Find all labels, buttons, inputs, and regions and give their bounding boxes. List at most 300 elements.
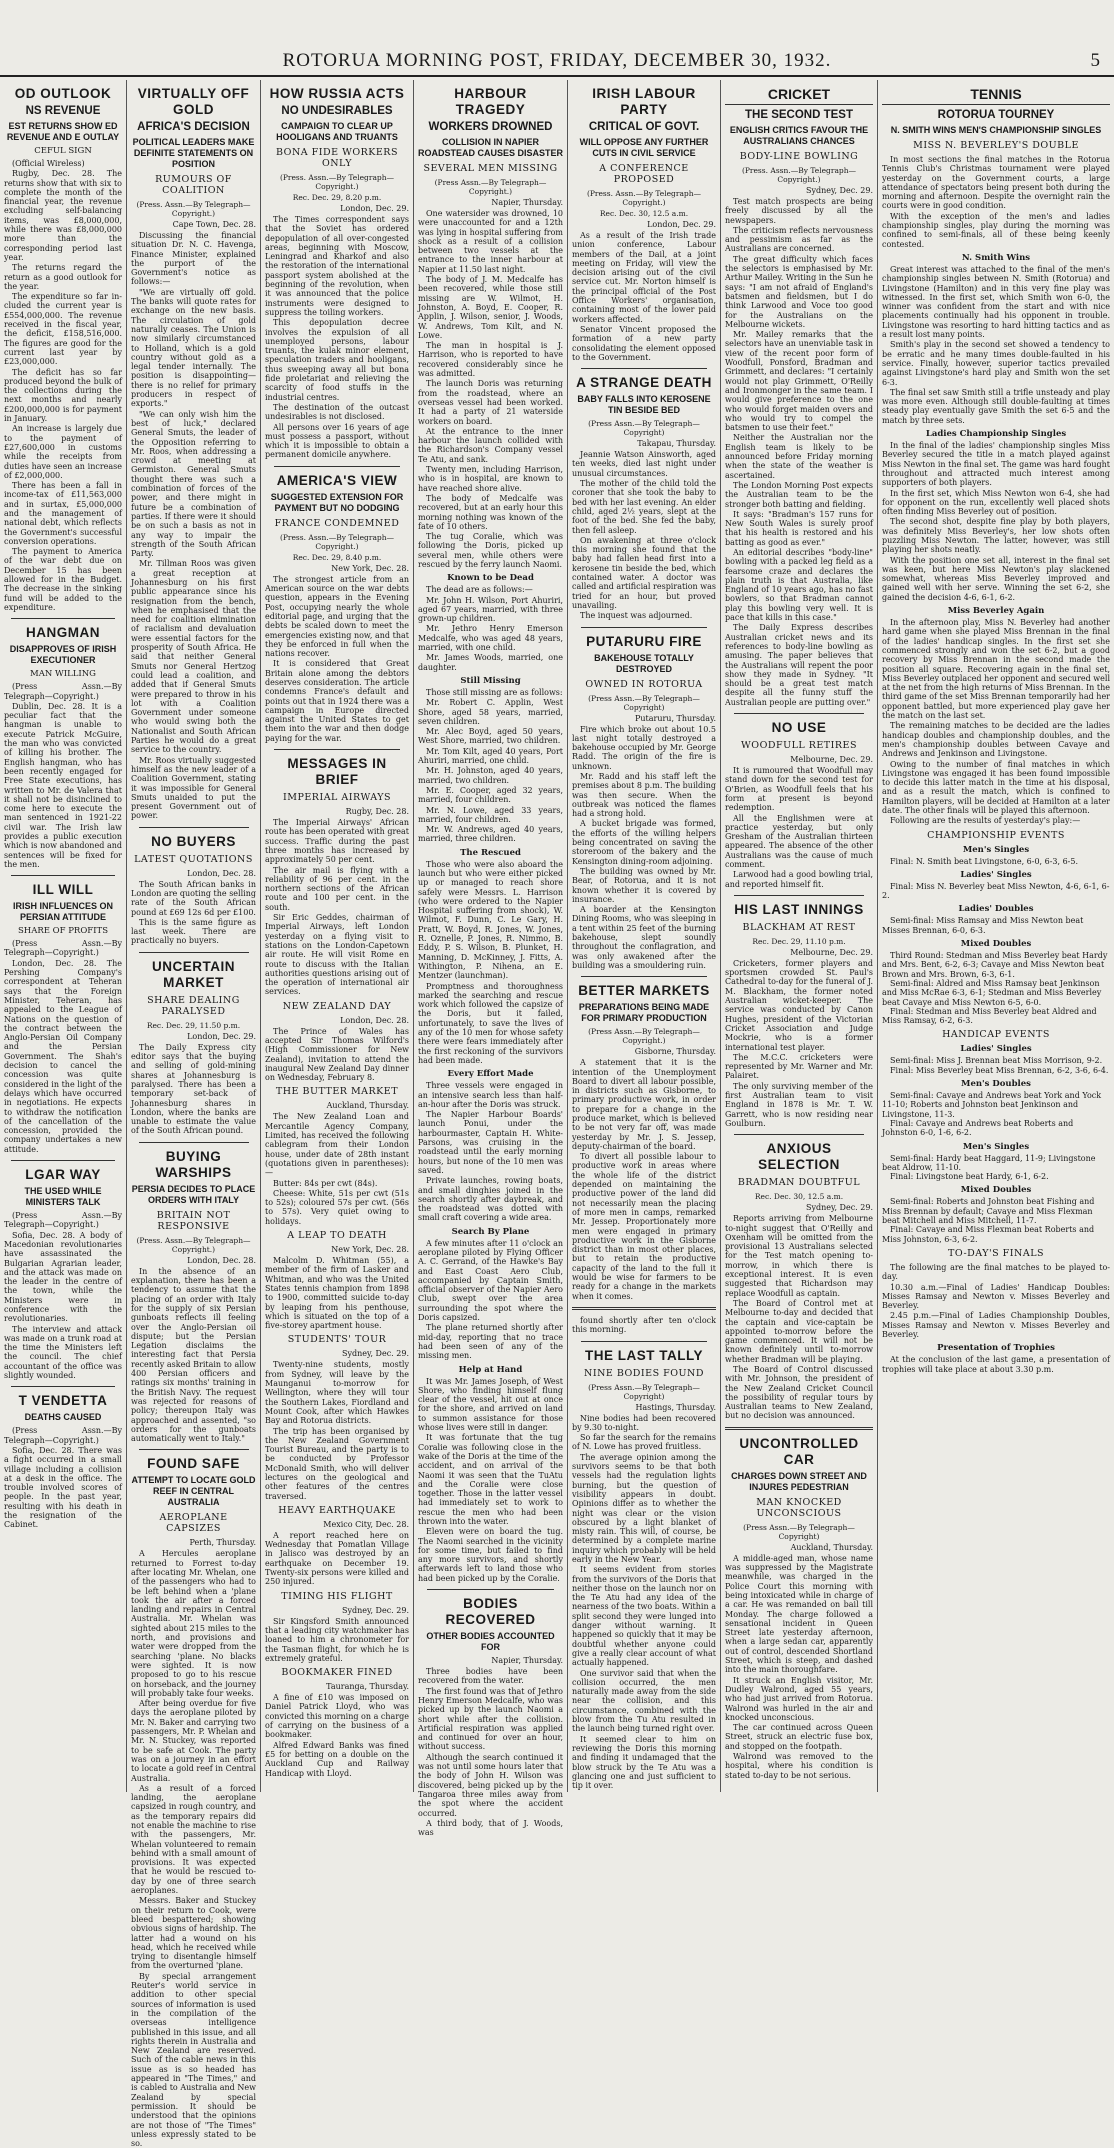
headline: PUTARURU FIRE — [586, 633, 702, 649]
headline: A STRANGE DEATH — [576, 375, 712, 391]
paragraph: The average opinion among the survivors seems to be that both vessels had the regulation lights burning, but the question of visibility appears in doubt. Opinions differ as to whether the night was clear or the vision obscured by a light blanket of misty rain. This will, of course, be determined by a complete marine inquiry which probably will be held early in the New Year. — [572, 1452, 716, 1564]
paragraph: (Press Assn.—By Telegraph—Copyright.) — [4, 682, 122, 701]
paragraph: Cheese: White, 51s per cwt (51s to 52s); coloured 57s per cwt. (56s to 57s). Very quiet owing to holidays. — [265, 1188, 409, 1226]
paragraph: The second shot, despite fine play by both players, was definitely Miss Beverley's, her low shots often puzzling Miss Newton. The latter, however, was still playing her shots neatly. — [882, 517, 1110, 555]
place-date: Auckland, Thursday. — [790, 1542, 873, 1552]
section-label: BODY-LINE BOWLING — [739, 151, 859, 162]
paragraph: As a result of the Irish trade union conference, Labour members of the Dail, at a joint meeting on Friday, will view the decision arising out of the civil service cut. Mr. Norton himself is the principal official of the Post Office Workers' organisation, containing most of the lower paid workers affected. — [572, 231, 716, 324]
divider — [427, 1589, 555, 1590]
paragraph: The Napier Harbour Boards' launch Ponui, under the harbourmaster, Captain H. White-Parsons, was cruising in the roadstead until the early morning hours, but none of the 10 men was saved. — [418, 1110, 563, 1175]
paragraph: The deficit has so far produced beyond the bulk of the collections during the next months and nearly £200,000,000 is for payment in January. — [4, 367, 122, 424]
headline: T VENDETTA — [18, 1393, 108, 1409]
article-body — [265, 1531, 409, 1587]
paragraph: The plane returned shortly after mid-day, reporting that no trace had been seen of any of the missing men. — [418, 1323, 563, 1361]
dateline: (Press. Assn.—By Telegraph—Copyright.) — [279, 532, 395, 551]
place-date: Auckland, Thursday. — [326, 1101, 409, 1111]
article-body — [572, 1316, 716, 1335]
section-label: IMPERIAL AIRWAYS — [282, 792, 391, 804]
paragraph: In the afternoon play, Miss N. Beverley had another hard game when she played Miss Brennan in the final of the ladies' handicap singles. In the first set she commenced strongly and won the set 6-2, but a good recovery by Miss Brennan in the second made the position all square. Recovering again in the final set, Miss Beverley outplaced her opponent and secured well at the net from the high returns of Miss Brennan. In the third game of the set Miss Brennan temporarily had her opponent battled, but more experienced play gave her the match on the last set. — [882, 618, 1110, 721]
paragraph: Jeannie Watson Ainsworth, aged ten weeks, died last night under unusual circumstances. — [572, 450, 716, 478]
place-date: London, Dec. 28. — [187, 1255, 256, 1265]
paragraph: The final set saw Smith still a trifle unsteady and play was more even. Although still double-faulting at times steady play eventually gave Smith the set 6-5 and the match by three sets. — [882, 387, 1110, 425]
paragraph: An editorial describes "body-line" bowling with a packed leg field as a fearsome craze and declares the plain truth is that Australia, like England of 10 years ago, has no fast bowlers, so that Bradman cannot play this bowling very well. It is pace that kills in this case." — [725, 547, 873, 623]
divider — [11, 1160, 115, 1161]
paragraph: In most sections the final matches in the Rotorua Tennis Club's Christmas tournament were played yesterday on the Government courts, a large attendance of spectators being present both during the morning and afternoon. Despite the overnight rain the courts were in good condition. — [882, 155, 1110, 211]
dateline: (Press Assn.—By Telegraph—Copyright.) — [588, 1027, 700, 1046]
paragraph: Test match prospects are being freely discussed by all the newspapers. — [725, 197, 873, 225]
section-label: HEAVY EARTHQUAKE — [278, 1504, 396, 1516]
result-line: Semi-final: Hardy beat Haggard, 11-9; Livingstone beat Aldrow, 11-10. — [882, 1153, 1096, 1172]
article-body — [882, 618, 1110, 826]
result-line: Final: N. Smith beat Livingstone, 6-0, 6-3, 6-5. — [890, 856, 1079, 866]
dateline: Rec. Dec. 30, 12.5 a.m. — [599, 209, 689, 218]
subsection-heading: Presentation of Trophies — [937, 1343, 1055, 1354]
result-line: Final: Livingstone beat Hardy, 6-1, 6-2. — [890, 1172, 1049, 1182]
section-label: STUDENTS' TOUR — [287, 1334, 387, 1346]
paragraph: (Press Assn.—By Telegraph—Copyright.) — [4, 939, 122, 958]
event-heading: Mixed Doubles — [960, 939, 1032, 950]
paragraph: With the position one set all, interest in the final set was keen, but here Miss Newton's play slackened somewhat, whereas Miss Beverley improved and gained well with her serve. Winning the set 6-2, she gained the decision 4-6, 6-1, 6-2. — [882, 555, 1110, 602]
result-line: Semi-final: Cavaye and Andrews beat York and Yock 11-10; Roberts and Johnston beat Jenkinson and Livingstone, 11-3. — [882, 1091, 1102, 1119]
paragraph: Walrond was removed to the hospital, where his condition is stated to-day to be not serious. — [725, 1752, 873, 1780]
paragraph: A report reached here on Wednesday that Pomatlan Village in Jalisco was destroyed by an earthquake on December 19. Twenty-six persons were killed and 250 injured. — [265, 1530, 409, 1587]
paragraph: Mr. Jethro Henry Emerson Medcalfe, who was aged 48 years, married, with one child. — [418, 624, 563, 653]
place-date: London, Dec. 29. — [340, 204, 409, 213]
paragraph: In the first set, which Miss Newton won 6-4, she had for opponent on the run, excellently well placed shots often finding Miss Beverley out of position. — [882, 488, 1110, 517]
deck: BABY FALLS INTO KEROSENE TIN BESIDE BED — [577, 394, 711, 416]
article-body — [572, 1414, 716, 1791]
paragraph: A few minutes after 11 o'clock an aeroplane piloted by Flying Officer A. C. Gerrand, of the Hawke's Bay and East Coast Aero Club, accompanied by Captain Smith, official observer of the Napier Aero Club, swept over the area surrounding the spot where the Doris capsized. — [418, 1238, 563, 1323]
dateline: (Press. Assn.—By Telegraph—Copyright.) — [279, 173, 395, 191]
paragraph: Sir Kingsford Smith announced that a leading city watchmaker has loaned to him a chronometer for the Tasman flight, for which he is extremely grateful. — [265, 1616, 409, 1663]
article-body — [882, 1263, 1110, 1339]
subsection-heading: The Rescued — [460, 847, 521, 858]
results-list — [882, 845, 1110, 1026]
paragraph: Mr. W. Andrews, aged 40 years, married, three children. — [418, 825, 563, 844]
headline: BUYING WARSHIPS — [155, 1148, 232, 1180]
result-line: Third Round: Stedman and Miss Beverley beat Hardy and Mrs. Bent, 6-2, 6-3; Cavaye and Miss Newton beat Brown and Mrs. Brown, 6-3, 6-1. — [882, 951, 1108, 979]
paragraph: It seemed clear to him on reviewing the Doris this morning and finding it undamaged that the blow struck by the Te Atu was a glancing one and just sufficient to tip it over. — [572, 1734, 716, 1791]
divider — [139, 827, 249, 828]
divider — [139, 1142, 249, 1143]
divider — [11, 1386, 115, 1387]
deck: SHARE OF PROFITS — [17, 926, 109, 937]
headline: BODIES RECOVERED — [445, 1596, 536, 1628]
article-body — [572, 1058, 716, 1301]
section-label: TO-DAY'S FINALS — [947, 1247, 1045, 1259]
section-title: CRICKET — [725, 86, 873, 105]
column-1 — [0, 80, 126, 1792]
headline: NO BUYERS — [151, 833, 236, 849]
paragraph: The M.C.C. cricketers were represented by Mr. Warner and Mr. Palairet. — [725, 1052, 873, 1081]
section-label: TIMING HIS FLIGHT — [281, 1590, 393, 1602]
paragraph: found shortly after ten o'clock this morning. — [572, 1315, 716, 1335]
paragraph: Mr. Alec Boyd, aged 50 years, West Shore, married, two children. — [418, 727, 563, 746]
divider — [139, 952, 249, 953]
dateline: (Press. Assn.—By Telegraph—Copyright.) — [741, 166, 857, 184]
place-date: Rugby, Dec. 28. — [345, 807, 409, 817]
headline: BETTER MARKETS — [578, 983, 710, 999]
paragraph: The tug Coralie, which was following the Doris, picked up several men, while others were rescued by the ferry launch Naomi. — [418, 532, 563, 569]
dateline: (Press Assn.—By Telegraph—Copyright) — [588, 419, 700, 438]
paragraph: At the conclusion of the last game, a presentation of trophies will take place at about 3.30 p.m. — [882, 1355, 1110, 1374]
headline: FOUND SAFE — [147, 1456, 240, 1472]
article-body — [265, 1256, 409, 1330]
dateline: (Press. Assn.—By Telegraph—Copyright.) — [586, 189, 702, 207]
headline: LGAR WAY — [25, 1167, 101, 1183]
place-date: London, Dec. 28. — [187, 868, 256, 878]
section-label: NEW ZEALAND DAY — [282, 1000, 392, 1012]
divider — [734, 1134, 864, 1135]
headline: NO USE — [771, 720, 827, 736]
news-columns — [0, 80, 1114, 2148]
paragraph: Nine bodies had been recovered by 9.30 to-night. — [572, 1413, 716, 1432]
column-4 — [414, 80, 567, 1838]
masthead-title: ROTORUA MORNING POST, FRIDAY, DECEMBER 30, 1932. — [282, 50, 832, 71]
paragraph: The body of Medcalfe was recovered, but at an early hour this morning nothing was known of the fate of 10 others. — [418, 493, 563, 531]
section-label: SHARE DEALING PARALYSED — [147, 994, 240, 1017]
section-label: CHAMPIONSHIP EVENTS — [927, 829, 1065, 841]
deck: CHARGES DOWN STREET AND INJURES PEDESTRIAN — [731, 1470, 867, 1492]
paragraph: With the exception of the men's and ladies championship singles, play during the morning was confined to semi-finals, all of these being keenly contested. — [882, 211, 1110, 249]
paragraph: The London Morning Post expects the Australian team to be the stronger both batting and fielding. — [725, 480, 873, 509]
section-label: BRITAIN NOT RESPONSIVE — [156, 1209, 231, 1232]
place-date: Sydney, Dec. 29. — [806, 186, 873, 195]
paragraph: A statement that it is the intention of the Unemployment Board to divert all labour possible, in districts such as Gisborne, to primary productive work, in order to prepare for a change in the produce market, which is believed to be not very far off, was made yesterday by Mr. J. S. Jessep, deputy-chairman of the board. — [572, 1058, 716, 1151]
paragraph: On awakening at three o'clock this morning she found that the baby had fallen head first into a kerosene tin beside the bed, which contained water. A doctor was called and artificial respiration was tried for an hour, but proved unavailing. — [572, 535, 716, 610]
subheadline: ROTORUA TOURNEY — [937, 109, 1055, 121]
divider — [274, 749, 401, 750]
paragraph: As a result of a forced landing, the aeroplane capsized in rough country, and as the temporary repairs did not enable the machine to rise with the passengers, Mr. Whelan volunteered to remain behind with a small amount of provisions. It was expected that he would be rescued to-day by one of three search aeroplanes. — [131, 1783, 256, 1896]
article-body — [725, 766, 873, 889]
subsection-heading: Still Missing — [460, 675, 521, 686]
paragraph: The dead are as follows:— — [426, 585, 533, 595]
section-label: RUMOURS OF COALITION — [155, 174, 232, 196]
article-body — [265, 575, 409, 743]
paragraph: The Board of Control discussed with Mr. Johnson, the president of the New Zealand Cricket Council the possibility of regular tours by Australian teams to New Zealand, but no decision was announced. — [725, 1364, 873, 1421]
paragraph: The great difficulty which faces the selectors is emphasised by Mr. Arthur Mailey. Writing in the Sun he says: "I am not afraid of England's batsmen and fieldsmen, but I do think Larwood and Voce too good for the Australians on the Melbourne wickets. — [725, 254, 873, 329]
place-date: Napier, Thursday. — [491, 1656, 563, 1666]
paragraph: The inquest was adjourned. — [580, 611, 693, 621]
column-3 — [261, 80, 413, 1792]
headline: OD OUTLOOK — [14, 86, 112, 101]
article-body — [882, 1355, 1110, 1374]
paragraph: Sir Eric Geddes, chairman of Imperial Airways, left London yesterday on a flying visit to stations on the London-Capetown air route. He will visit Rome en route to discuss with the Italian authorities questions arising out of the operation of international air services. — [265, 913, 409, 997]
paragraph: In the final of the ladies' championship singles Miss Beverley secured the title in a match played against Miss Newton in the final set. The game was hard fought throughout and attracted much interest among supporters of both players. — [882, 441, 1110, 488]
paragraph: Mr. Robert C. Applin, West Shore, aged 58 years, married, seven children. — [418, 698, 563, 726]
article-body — [725, 197, 873, 707]
paragraph: It seems evident from stories from the survivors of the Doris that neither those on the launch nor on the Te Atu had any idea of the nearness of the two boats. Within a split second they were lunged into danger without warning. It happened so quickly that it may be doubtful whether anyone could give a really clear account of what actually happened. — [572, 1565, 716, 1668]
paragraph: So far the search for the remains of N. Lowe has proved fruitless. — [572, 1433, 716, 1452]
paragraph: The man in hospital is J. Harrison, who is reported to have recovered considerably since he was admitted. — [418, 341, 563, 379]
article-body — [418, 688, 563, 844]
article-body — [572, 231, 716, 362]
section-label: THE BUTTER MARKET — [275, 1086, 399, 1098]
article-body — [418, 1377, 563, 1584]
divider — [581, 976, 708, 977]
dateline: (Press Assn.—By Telegraph—Copyright) — [588, 693, 700, 712]
place-date: Tauranga, Thursday. — [326, 1682, 409, 1692]
article-body — [265, 818, 409, 997]
deck: WILL OPPOSE ANY FURTHER CUTS IN CIVIL SERVICE — [579, 137, 709, 158]
headline: VIRTUALLY OFF GOLD — [137, 86, 250, 117]
place-date: Takapau, Thursday. — [637, 439, 716, 449]
paragraph: "We can only wish him the best of luck," declared General Smuts, the leader of the Opposition referring to Mr. Roos, when addressing a crowd at meeting at Germiston. General Smuts thought there was such a combination of forces of the power, and there might in future be a combination of parties. If there were it should be on such a basis as not in any way to impair the strength of the South African Party. — [131, 409, 256, 559]
paragraph: Mr. E. Cooper, aged 32 years, married, four children. — [418, 785, 563, 805]
paragraph: The New Zealand Loan and Mercantile Agency Company, Limited, has received the following cablegram from their London house, under date of 28th instant (quotations given in parentheses):— — [265, 1112, 409, 1178]
paragraph: Three bodies have been recovered from the water. — [418, 1667, 563, 1686]
paragraph: Rugby, Dec. 28. The returns show that with six to complete the month of the financial year, the revenue excluding self-balancing items, was £8,000,000, while there was £8,000,000 more than the corresponding period last year. — [4, 169, 122, 262]
section-label: AEROPLANE CAPSIZES — [159, 1512, 228, 1535]
headline: ILL WILL — [32, 882, 94, 898]
paragraph: Great interest was attached to the final of the men's championship singles between N. Smith (Rotorua) and Livingstone (Hamilton) and in this very fine play was witnessed. In the first set, which Smith won 6-0, the winner was confident from the start and with nice placements continually had his opponent in trouble. Livingstone was resorting to hard hitting tactics and as a result lost many points. — [882, 264, 1110, 340]
article-body — [4, 159, 122, 612]
event-heading: Ladies' Doubles — [958, 904, 1034, 915]
deck: EST RETURNS SHOW ED REVENUE AND E OUTLAY — [6, 121, 120, 142]
event-heading: Mixed Doubles — [960, 1185, 1032, 1196]
paragraph: Promptness and thoroughness marked the searching and rescue work which followed the capsize of the Doris, but it failed, unfortunately, to save the lives of any of the 10 men for whose safety there were fears immediately after the first reckoning of the survivors had been made. — [418, 981, 563, 1065]
result-line: Final: Miss N. Beverley beat Miss Newton, 4-6, 6-1, 6-2. — [882, 881, 1110, 901]
subheadline: NO UNDESIRABLES — [281, 105, 393, 117]
deck: PREPARATIONS BEING MADE FOR PRIMARY PRODUCTION — [578, 1002, 710, 1024]
place-date: Cape Town, Dec. 28. — [172, 220, 256, 229]
paragraph: Private launches, rowing boats, and small dinghies joined in the search shortly after daybreak, and the roadstead was dotted with small craft covering a wide area. — [418, 1176, 563, 1223]
paragraph: All persons over 16 years of age must possess a passport, without which it is impossible to obtain a permanent domicile anywhere. — [265, 422, 409, 460]
paragraph: One watersider was drowned, 10 were unaccounted for and a 12th was lying in hospital suffering from shock as a result of a collision between two vessels at the entrance to the inner harbour at Napier at 11.50 last night. — [418, 209, 563, 274]
article-body — [131, 231, 256, 821]
paragraph: Smith's play in the second set showed a tendency to be erratic and he many times double-faulted in his service. Finally, however, superior tactics prevailed against Livingstone's hard play and Smith won the set 6-3. — [882, 340, 1110, 387]
place-date: Putaruru, Thursday. — [634, 713, 716, 723]
paragraph: The strongest article from an American source on the war debts question, appears in the Evening Post, occupying nearly the whole editorial page, and urging that the debts be scaled down to meet the emergencies existing now, and that they be enforced in full when the nations recover. — [265, 574, 409, 659]
paragraph: A Hercules aeroplane returned to Forrest to-day after locating Mr. Whelan, one of the passengers who had to be left behind when a 'plane took the air after a forced landing and repairs in Central Australia. Mr. Whelan was sighted about 215 miles to the north, and provisions and water were dropped from the searching 'plane. No blacks were sighted. It is now proposed to go to his rescue on horseback, and the journey will probably take four weeks. — [131, 1549, 256, 1698]
article-body — [418, 1667, 563, 1837]
headline: HANGMAN — [26, 625, 100, 641]
paragraph: The remaining matches to be decided are the ladies handicap doubles and championship doubles, and the men's championship doubles between Cavaye and Andrews and Jenkinson and Livingstone. — [882, 721, 1110, 759]
headline: HOW RUSSIA ACTS — [269, 86, 405, 101]
headline: THE LAST TALLY — [585, 1347, 703, 1363]
paragraph: The South African banks in London are quoting the selling rate of the South African pound at £69 12s 6d per £100. — [131, 879, 256, 917]
paragraph: Larwood had a good bowling trial, and reported himself fit. — [725, 870, 873, 889]
paragraph: Dublin, Dec. 28. It is a peculiar fact that the hangman is unable to execute Patrick McGuire, the man who was convicted of killing his brother. The English hangman, who has been recently engaged for Free State executions, has written to Mr. de Valera that it shall not be disinclined to come here to execute the man sentenced in 1921-22 civil war. The Irish law provides a public execution which is now abandoned and sentences will be fixed for the men. — [4, 701, 122, 869]
dateline: Rec. Dec. 29, 11.10 p.m. — [752, 936, 846, 946]
article-body — [4, 1211, 122, 1380]
deck: POLITICAL LEADERS MAKE DEFINITE STATEMENTS ON POSITION — [132, 137, 255, 169]
paragraph: Discussing the financial situation Dr. N. C. Havenga, Finance Minister, explained the purport of the Government's notice as follows:— — [131, 231, 256, 287]
paragraph: To divert all possible labour to productive work in areas where the whole life of the district depended on maintaining the productive power of the land did not necessarily mean the placing of more men in camps, remarked Mr. Jessep. Proportionately more men were engaged in primary productive work in the Gisborne district than in most other places, but to retain the productive capacity of the land to the full it would be wise for farmers to be ready for a change in the markets when it comes. — [572, 1152, 716, 1301]
section-label: BRADMAN DOUBTFUL — [737, 1177, 861, 1189]
paragraph: Those who were also aboard the launch but who were either picked up or managed to reach shore safely were Messrs. L. Harrison (who were ordered to the Napier Hospital suffering from shock), W. Wilmot, F. Dunn, C. Le Gary, H. Pratt, W. Boyd, R. Jones, W. Jones, R. Oznelle, P. Jones, R. Nimmo, B. Eddy, P. S. Wilson, B. Plunket, H. Manning, D. McKinney, J. Fitts, A. Withington, P. Nihena, an E. Mentzer (launchman). — [418, 859, 563, 981]
paragraph: Sofia, Dec. 28. There was a fight occurred in a small village including a collision at a desk in the office. The trouble involved scores of people. In the past year, resulting with his death in the resignation of the Cabinet. — [4, 1445, 122, 1530]
place-date: Hastings, Thursday. — [635, 1402, 716, 1412]
paragraph: Three vessels were engaged in an intensive search less than half-an-hour after the Doris was struck. — [418, 1081, 563, 1109]
deck: COLLISION IN NAPIER ROADSTEAD CAUSES DISASTER — [418, 137, 564, 158]
paragraph: London, Dec. 28. The Pershing Company's correspondent at Teheran says that the Foreign Minister, Teheran, has appealed to the League of Nations on the question of the contract between the Anglo-Persian Oil Company and the Persian Government. The Shah's decision to cancel the concession was quite considered in the light of the delays which have occurred in negotiations. He expects to withdraw the notification of the cancellation of the concession, provided the company undertakes a new attitude. — [4, 958, 122, 1154]
paragraph: Senator Vincent proposed the formation of a new party consolidating the element opposed to the Government. — [572, 324, 716, 362]
paragraph: The interview and attack was made on a trunk road at the time the Ministers left the council. The chief accountant of the office was slightly wounded. — [4, 1324, 122, 1381]
article-body — [882, 441, 1110, 602]
paragraph: The air mail is flying with a reliability of 96 per cent. in the northern sections of the African route and 100 per cent. in the south. — [265, 865, 409, 912]
paragraph: By special arrangement Reuter's world service in addition to other special sources of information is used in the compilation of the overseas intelligence published in this issue, and all rights therein in Australia and New Zealand are reserved. Such of the cable news in this issue as is so headed has appeared in "The Times," and is cabled to Australia and New Zealand by special permission. It should be understood that the opinions are not those of "The Times" unless expressly stated to be so. — [131, 1971, 256, 2148]
event-heading: Men's Doubles — [961, 1079, 1031, 1090]
paragraph: Mr. H. Johnston, aged 40 years, married, two children. — [418, 766, 563, 785]
subheadline: NS REVENUE — [25, 105, 101, 117]
dateline: Rec. Dec. 30, 12.5 a.m. — [754, 1192, 844, 1202]
paragraph: Mr. Radd and his staff left the premises about 8 p.m. The building was then secure. When the outbreak was noticed the flames had a strong hold. — [572, 771, 717, 819]
subheadline: AFRICA'S DECISION — [137, 121, 250, 133]
dateline: (Press. Assn.—By Telegraph—Copyright.) — [136, 200, 251, 218]
paragraph: (Press Assn.—By Telegraph—Copyright.) — [4, 1211, 122, 1230]
article-body — [882, 265, 1110, 425]
section-label: WOODFULL RETIRES — [741, 740, 857, 752]
divider — [572, 1307, 716, 1310]
paragraph: "We are virtually off gold. The banks will quote rates for exchange on the new basis. The circulation of gold naturally ceases. The Union is now similarly circumstanced to Holland, which is a gold country without gold as a legal tender internally. The position is disappointing—there is no relief for primary producers in respect of exports." — [131, 287, 256, 409]
headline: UNCONTROLLED CAR — [739, 1435, 859, 1467]
paragraph: The following are the final matches to be played to-day. — [882, 1262, 1110, 1282]
paragraph: The mother of the child told the coroner that she took the baby to bed with her last evening. An elder child, aged 2½ years, slept at the foot of the bed. She fed the baby, then fell asleep. — [572, 479, 716, 535]
place-date: Mexico City, Dec. 28. — [323, 1519, 409, 1529]
results-list — [882, 1044, 1110, 1243]
paragraph: Neither the Australian nor the English team is likely to be announced before Friday morning when the state of the weather is ascertained. — [725, 433, 873, 480]
dateline: (Press Assn.—By Telegraph—Copyright) — [743, 1522, 855, 1541]
paragraph: At the entrance to the inner harbour the launch collided with the Richardson's Company vessel Te Atu, and sank. — [418, 426, 563, 464]
result-line: Final: Stedman and Miss Beverley beat Aldred and Miss Ramsay, 6-2, 6-3. — [882, 1006, 1097, 1026]
paragraph: Alfred Edward Banks was fined £5 for betting on a double on the Auckland Cup and Railway Handicap with Lloyd. — [265, 1740, 409, 1778]
paragraph: The car continued across Queen Street, struck an electric fuse box, and stopped on the footpath. — [725, 1723, 873, 1751]
place-date: New York, Dec. 28. — [331, 1245, 409, 1255]
paragraph: Fire which broke out about 10.5 last night totally destroyed a bakehouse occupied by Mr. George Radd. The origin of the fire is unknown. — [572, 724, 716, 771]
paragraph: Those still missing are as follows: — [426, 687, 563, 697]
headline: MESSAGES IN BRIEF — [287, 756, 387, 788]
paragraph: It was fortunate that the tug Coralie was following close in the wake of the Doris at the time of the accident, and on arrival of the Naomi it was seen that the TuAtu and the Coralie were close together. Those in the latter vessel had immediately set to work to rescue the men who had been thrown into the water. — [418, 1433, 563, 1526]
section-label: LATEST QUOTATIONS — [134, 853, 253, 865]
article-body — [418, 1081, 563, 1222]
section-label: OWNED IN ROTORUA — [585, 678, 703, 690]
paragraph: Butter: 84s per cwt (84s). — [273, 1178, 378, 1188]
article-body — [725, 1214, 873, 1421]
dateline: Rec. Dec. 29, 8.40 p.m. — [292, 552, 382, 562]
section-label: HANDICAP EVENTS — [942, 1029, 1050, 1041]
headline: AMERICA'S VIEW — [276, 472, 398, 488]
article-body — [882, 155, 1110, 249]
place-date: Gisborne, Thursday. — [634, 1047, 716, 1057]
paragraph: The returns regard the return as a good outlook for the year. — [4, 263, 122, 291]
place-date: Sydney, Dec. 29. — [806, 1203, 873, 1213]
paragraph: Eleven were on board the tug. The Naomi searched in the vicinity for some time, but failed to find any more survivors, and shortly afterwards left to land those who had been picked up by the Coralie. — [418, 1527, 563, 1583]
article-body — [725, 959, 873, 1128]
paragraph: A fine of £10 was imposed on Daniel Patrick Lloyd, who was convicted this morning on a charge of carrying on the business of a bookmaker. — [265, 1693, 409, 1740]
paragraph: The criticism reflects nervousness and pessimism as far as the Australians are concerned. — [725, 225, 873, 254]
result-line: Final: Cavaye and Miss Flexman beat Roberts and Miss Johnston, 6-3, 6-2. — [882, 1225, 1095, 1244]
subsection-heading: Known to be Dead — [447, 573, 534, 584]
result-line: Semi-final: Miss J. Brennan beat Miss Morrison, 9-2. — [890, 1056, 1103, 1066]
subsection-heading: Help at Hand — [458, 1364, 523, 1375]
article-body — [4, 939, 122, 1154]
place-date: Sydney, Dec. 29. — [342, 1605, 409, 1615]
paragraph: A bucket brigade was formed, the efforts of the willing helpers being concentrated on saving the storeroom of the bakery and the Kensington dining-room adjoining. — [572, 819, 716, 866]
subsection-heading: N. Smith Wins — [961, 252, 1031, 263]
deck: CAMPAIGN TO CLEAR UP HOOLIGANS AND TRUANTS — [276, 121, 398, 142]
deck: SUGGESTED EXTENSION FOR PAYMENT BUT NO DODGING — [270, 491, 404, 513]
page-number: 5 — [1090, 50, 1100, 71]
paragraph: The Daily Express describes Australian cricket news and its references to body-line bowling as amusing. The paper believes that the Australians will repent the poor show they made in Sydney. "It should be a great test match despite all the funny stuff the Australian people are putting over." — [725, 623, 873, 707]
place-date: New York, Dec. 28. — [331, 563, 409, 573]
article-body — [265, 1617, 409, 1663]
paragraph: One survivor said that when the collision occurred, the men naturally made away from the side near the collision, and this circumstance, combined with the blow from the Tu Atu resulted in the launch being turned right over. — [572, 1668, 716, 1734]
paragraph: This is the same figure as last week. There are practically no buyers. — [131, 917, 256, 946]
paragraph: Malcolm D. Whitman (55), a member of the firm of Lasker and Whitman, and who was the United States tennis champion from 1898 to 1900, committed suicide to-day by leaping from his penthouse, which is situated on the top of a five-storey apartment house. — [265, 1256, 409, 1331]
result-line: Semi-final: Aldred and Miss Ramsay beat Jenkinson and Miss McRae 6-3, 6-1; Stedman and Miss Beverley beat Cavaye and Miss Newton 6-5, 6-0. — [882, 978, 1102, 1007]
divider — [581, 368, 708, 369]
masthead-rule — [0, 75, 1114, 77]
article-body — [131, 1043, 256, 1136]
headline: IRISH LABOUR PARTY — [592, 86, 696, 117]
divider — [725, 1427, 873, 1430]
subsection-heading: Miss Beverley Again — [947, 606, 1045, 617]
paragraph: Sofia, Dec. 28. A body of Macedonian revolutionaries have assassinated the Bulgarian Agrarian leader, and the attack was made on the leader in the centre of the town, while the Ministers were in conference with the revolutionaries. — [4, 1230, 122, 1324]
paragraph: Although the search continued it was not until some hours later that the body of John H. Wilson was discovered, being picked up by the Tangaroa three miles away from the spot where the accident occurred. — [418, 1752, 563, 1818]
subheadline: WORKERS DROWNED — [428, 121, 553, 133]
subsection-heading: Ladies Championship Singles — [925, 429, 1067, 440]
headline: ANXIOUS SELECTION — [758, 1141, 840, 1173]
divider — [734, 895, 864, 896]
paragraph: (Official Wireless) — [12, 159, 85, 168]
result-line: Semi-final: Miss Ramsay and Miss Newton beat Misses Brennan, 6-0, 6-3. — [882, 916, 1084, 935]
divider — [11, 618, 115, 619]
paragraph: After being overdue for five days the aeroplane piloted by Mr. N. Baker and carrying two passengers, Mr. P. Whelan and Mr. N. Stuckey, was reported to be safe at Cook. The party was on a journey in an effort to locate a gold reef in Central Australia. — [131, 1699, 256, 1783]
result-line: Final: Cavaye and Andrews beat Roberts and Johnston 6-0, 1-6, 6-2. — [882, 1118, 1074, 1138]
deck: PERSIA DECIDES TO PLACE ORDERS WITH ITALY — [131, 1183, 256, 1205]
paragraph: The Prince of Wales has accepted Sir Thomas Wilford's (High Commissioner for New Zealand), invitation to attend the inaugural New Zealand Day dinner on Wednesday, February 8. — [265, 1026, 409, 1083]
place-date: Sydney, Dec. 29. — [342, 1349, 409, 1359]
article-body — [418, 1239, 563, 1361]
article-body — [418, 860, 563, 1066]
event-heading: Men's Singles — [962, 844, 1030, 855]
deck: ATTEMPT TO LOCATE GOLD REEF IN CENTRAL AUSTRALIA — [131, 1475, 256, 1508]
paragraph: A middle-aged man, whose name was suppressed by the Magistrate meanwhile, was charged in the Police Court this morning with being intoxicated while in charge of a car. He was remanded on bail till Monday. The charge followed a sensational incident in Queen Street late yesterday afternoon, when a large sedan car, apparently out of control, descended Shortland Street, which is steep, and dashed into the main thoroughfare. — [725, 1553, 873, 1675]
dateline: Rec. Dec. 29, 11.50 p.m. — [146, 1020, 241, 1030]
paragraph: The Times correspondent says that the Soviet has ordered depopulation of all over-congested areas, beginning with Moscow, Leningrad and Kharkof and also the restoration of the international passport system abolished at the beginning of the revolution, when it was announced that the police instruments were designed to suppress the toiling workers. — [265, 215, 409, 317]
deck: BAKEHOUSE TOTALLY DESTROYED — [594, 652, 694, 674]
paragraph: Twenty-nine students, mostly from Sydney, will leave by the Maunganui to-morrow for Wellington, where they will tour the Southern Lakes, Fiordland and Mount Cook, after which Hawkes Bay and Rotorua districts. — [265, 1360, 409, 1426]
section-label: BONA FIDE WORKERS ONLY — [276, 147, 398, 169]
paragraph: All the Englishmen were at practice yesterday, but only Gresham of the Australian thirteen appeared. The absence of the other Australians was the cause of much comment. — [725, 813, 873, 869]
paragraph: It is considered that Great Britain alone among the debtors deserves consideration. The article condemns France's default and points out that in 1924 there was a campaign in Europe directed against the United States to get them into the war and then dodge paying for the war. — [265, 659, 409, 743]
paragraph: 10.30 a.m.—Final of Ladies' Handicap Doubles: Misses Ramsay and Newton v. Misses Beverley and Beverley. — [882, 1282, 1110, 1311]
paragraph: Cricketers, former players and sportsmen crowded St. Paul's Cathedral to-day for the funeral of J. M. Blackham, the former noted Australian wicket-keeper. The service was conducted by Canon Hughes, president of the Victorian Cricket Association and Judge Mockrie, who is a former international test player. — [725, 958, 873, 1052]
deck: N. SMITH WINS MEN'S CHAMPIONSHIP SINGLES — [890, 125, 1102, 135]
paragraph: A boarder at the Kensington Dining Rooms, who was sleeping in a tent within 25 feet of the burning bakehouse, slept soundly throughout the conflagration, and was only awakened after the building was a smouldering ruin. — [572, 905, 716, 970]
place-date: Perth, Thursday. — [189, 1538, 256, 1548]
paragraph: It says: "Bradman's 157 runs for New South Wales is surely proof that his health is restored and his batting as good as ever." — [725, 509, 873, 547]
paragraph: The trip has been organised by the New Zealand Government Tourist Bureau, and the party is to be conducted by Professor McDonald Smith, who will deliver lectures on the geological and other features of the centres traversed. — [265, 1426, 409, 1501]
paragraph: Twenty men, including Harrison, who is in hospital, are known to have reached shore alive. — [418, 465, 563, 493]
article-body — [725, 1554, 873, 1780]
column-6 — [721, 80, 877, 1792]
dateline: (Press Assn.—By Telegraph—Copyright) — [588, 1382, 700, 1401]
paragraph: The body of J. M. Medcalfe has been recovered, while those still missing are W. Wilmot, H. Johnston, A. Boyd, E. Cooper, R. Applin, J. Wilson, senior, J. Woods, W. Andrews, Tom Kilt, and N. Lowe. — [418, 275, 563, 340]
paragraph: Following are the results of yesterday's play:— — [890, 816, 1081, 826]
paragraph: A third body, that of J. Woods, was — [418, 1818, 563, 1838]
dateline: (Press. Assn.—By Telegraph—Copyright.) — [136, 1235, 251, 1254]
paragraph: The expenditure so far in-cluded the current year is £554,000,000. The revenue received in the fiscal year, the deficit, £158,516,000. The figures are good for the current last year by £23,000,000. — [4, 292, 122, 367]
divider — [11, 875, 115, 876]
paragraph: It was Mr. James Joseph, of West Shore, who finding himself flung clear of the vessel, hit out at once for the shore, and arrived on land to summon assistance for those whose lives were still in danger. — [418, 1376, 563, 1433]
paragraph: Mr. John H. Wilson, Port Ahuriri, aged 67 years, married, with three grown-up children. — [418, 595, 563, 624]
deck: CEFUL SIGN — [34, 146, 92, 156]
event-heading: Ladies' Singles — [960, 1044, 1032, 1055]
article-body — [265, 215, 409, 460]
paragraph: This depopulation decree involves the expulsion of all unemployed persons, labour truants, the kulak minor element, speculation traders and hooligans, thus sweeping away all but bona fide proletariat and relieving the scarcity of food stuffs in the industrial centres. — [265, 318, 409, 402]
